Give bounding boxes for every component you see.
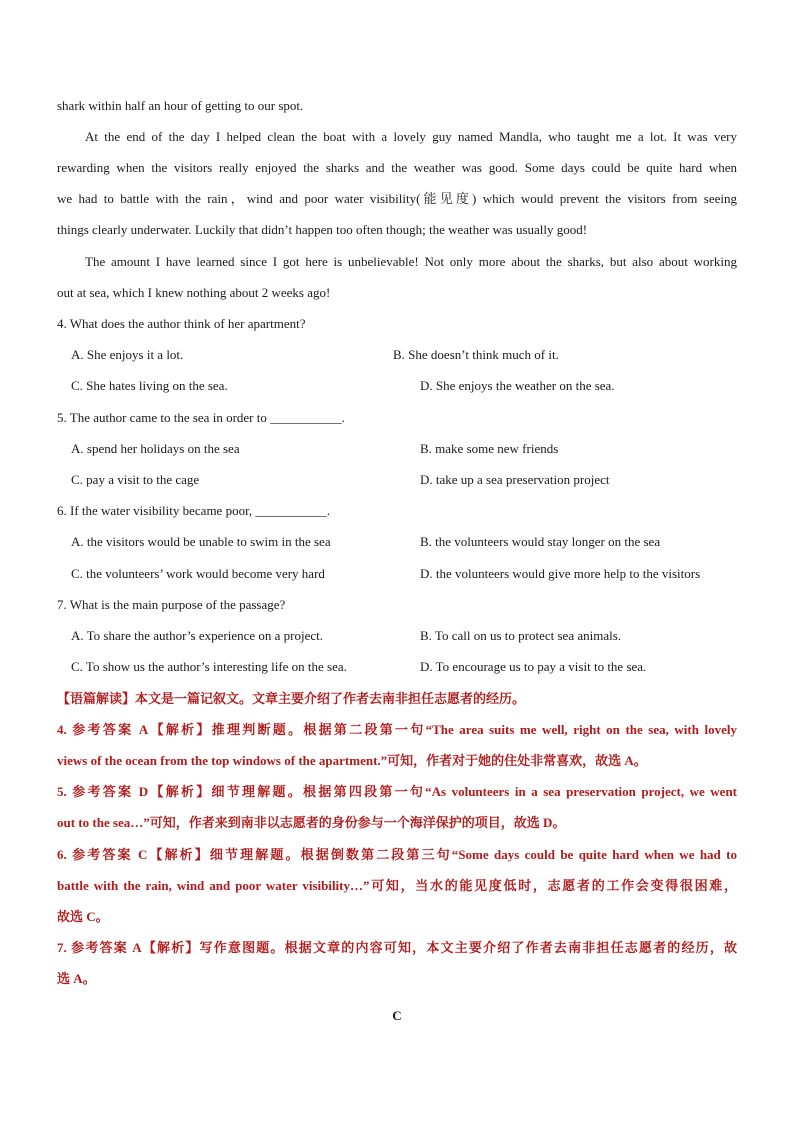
option-c: C. To show us the author’s interesting life on the sea. — [71, 659, 347, 674]
passage-line: The amount I have learned since I got here is unbelievable! Not only more about the sharks, but also about working — [85, 254, 737, 269]
answer-explanation: 7. 参考答案 A【解析】写作意图题。根据文章的内容可知，本文主要介绍了作者去南非担任志愿者的经历，故 — [57, 940, 737, 955]
reading-interpretation: 【语篇解读】本文是一篇记叙文。文章主要介绍了作者去南非担任志愿者的经历。 — [57, 691, 526, 706]
option-d: D. take up a sea preservation project — [420, 472, 610, 487]
passage-line: shark within half an hour of getting to our spot. — [57, 98, 304, 113]
answer-explanation: 6. 参考答案 C【解析】细节理解题。根据倒数第二段第三句“Some days could be quite hard when we had to — [57, 847, 737, 862]
option-a: A. the visitors would be unable to swim in the sea — [71, 534, 331, 549]
question-stem: 7. What is the main purpose of the passage? — [57, 597, 286, 612]
question-stem: 6. If the water visibility became poor, ___________. — [57, 503, 331, 518]
option-c: C. the volunteers’ work would become very hard — [71, 566, 325, 581]
answer-explanation: 故选 C。 — [57, 909, 109, 924]
option-d: D. She enjoys the weather on the sea. — [420, 378, 615, 393]
option-c: C. She hates living on the sea. — [71, 378, 228, 393]
option-a: A. She enjoys it a lot. — [71, 347, 184, 362]
answer-explanation: 4. 参考答案 A【解析】推理判断题。根据第二段第一句“The area suits me well, right on the sea, with lovely — [57, 722, 737, 737]
passage-line: things clearly underwater. Luckily that didn’t happen too often though; the weather was usually good! — [57, 222, 588, 237]
answer-explanation: out to the sea…”可知，作者来到南非以志愿者的身份参与一个海洋保护的项目，故选 D。 — [57, 815, 566, 830]
option-b: B. She doesn’t think much of it. — [393, 347, 559, 362]
option-a: A. To share the author’s experience on a project. — [71, 628, 324, 643]
passage-line: At the end of the day I helped clean the boat with a lovely guy named Mandla, who taught me a lot. It was very — [85, 129, 737, 144]
question-stem: 4. What does the author think of her apartment? — [57, 316, 306, 331]
option-a: A. spend her holidays on the sea — [71, 441, 240, 456]
passage-line: rewarding when the visitors really enjoyed the sharks and the weather was good. Some days could be quite hard when — [57, 160, 737, 175]
answer-explanation: 选 A。 — [57, 971, 96, 986]
section-label: C — [392, 1008, 402, 1023]
answer-explanation: 5. 参考答案 D【解析】细节理解题。根据第四段第一句“As volunteers in a sea preservation project, we went — [57, 784, 737, 799]
passage-line: we had to battle with the rain，wind and poor water visibility(能见度) which would prevent the visitors from seeing — [57, 191, 737, 206]
option-d: D. the volunteers would give more help to the visitors — [420, 566, 701, 581]
option-b: B. make some new friends — [420, 441, 559, 456]
answer-explanation: views of the ocean from the top windows of the apartment.”可知，作者对于她的住处非常喜欢，故选 A。 — [57, 753, 647, 768]
option-c: C. pay a visit to the cage — [71, 472, 200, 487]
question-stem: 5. The author came to the sea in order to ___________. — [57, 410, 345, 425]
option-b: B. the volunteers would stay longer on the sea — [420, 534, 661, 549]
passage-line: out at sea, which I knew nothing about 2 weeks ago! — [57, 285, 331, 300]
option-b: B. To call on us to protect sea animals. — [420, 628, 622, 643]
option-d: D. To encourage us to pay a visit to the sea. — [420, 659, 647, 674]
answer-explanation: battle with the rain, wind and poor water visibility…”可知，当水的能见度低时，志愿者的工作会变得很困难， — [57, 878, 737, 893]
